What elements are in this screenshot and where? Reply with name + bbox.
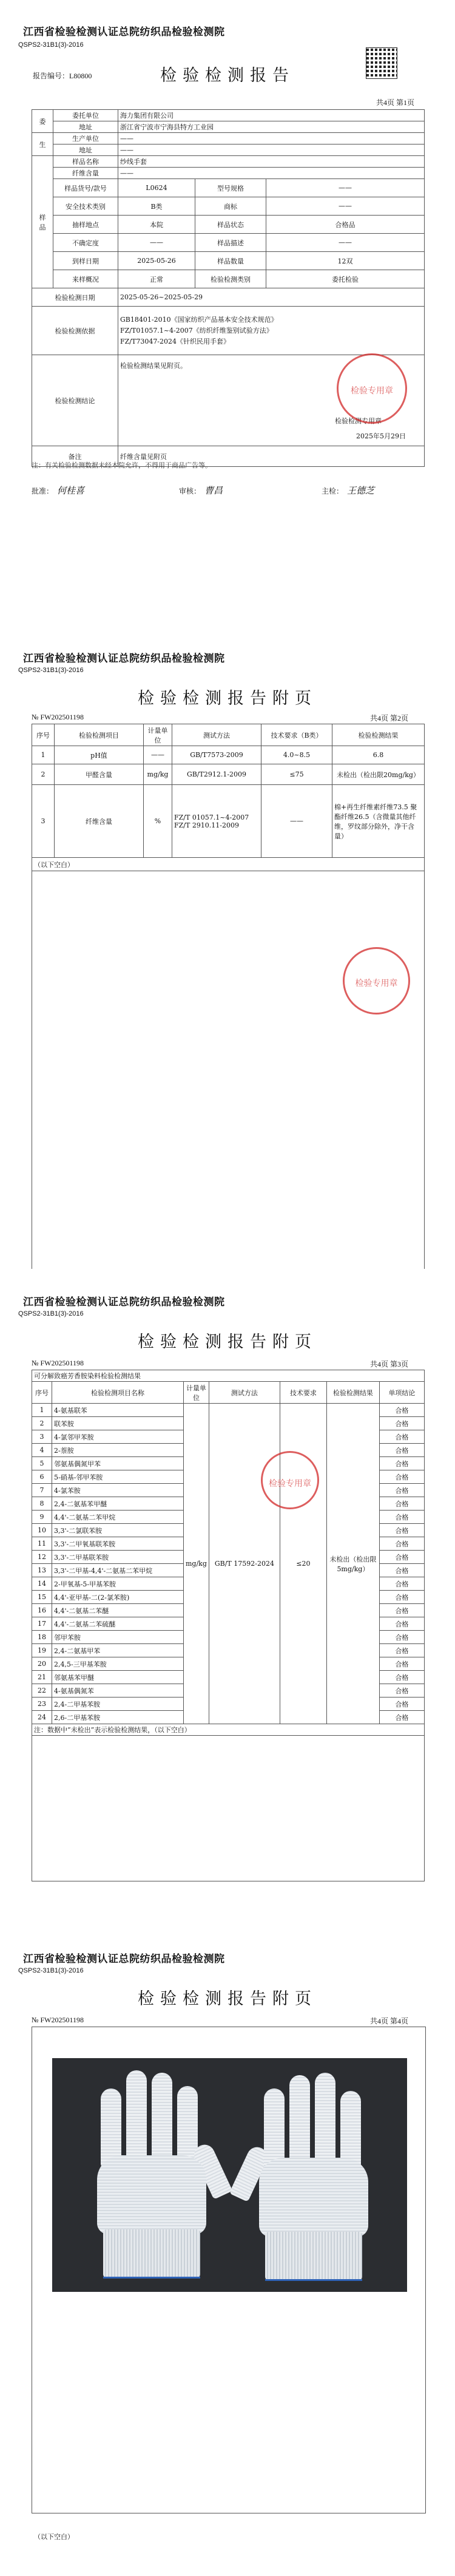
row-number: 3: [32, 1430, 52, 1444]
main-info-table: 委 委托单位 海力集团有限公司 地址 浙江省宁波市宁海县特方工业园 生 生产单位 —— 地址 —— 样 品 样品名称 纱线手套 纤维含量 —— 样品货号/款号 L0624 型号规格 —— 安全技术类别 B类 商标 —— 抽样地点 本院 样品状态 合格品 不确定度 —— 样品描述 —— 到样日期 2025-05-26 样品数量 12双 来样概况 正常 检验检测类别 委托检验 检验检测日期 2025-05-26~2025-05-29 检验检测依据 GB18401-2010《国家纺织产品基本安全技术规范》 FZ/T01057.1~4-2007《纺织纤维鉴别试验方法》 FZ/T73047-2024《针织民用手套》 检验检测结论 检验检测结果见附页。 检验检测专用章 2025年5月29日 备注 纤维含量见附页: [32, 109, 425, 467]
verdict-cell: 合格: [379, 1404, 424, 1417]
verdict-cell: 合格: [379, 1698, 424, 1711]
row-number: 5: [32, 1457, 52, 1470]
substance-name: 5-硝基-邻甲苯胺: [52, 1470, 184, 1484]
form-code: QSPS2-31B1(3)-2016: [18, 1310, 84, 1317]
institute-name: 江西省检验检测认证总院纺织品检验检测院: [23, 1953, 225, 1965]
basis-line: FZ/T01057.1~4-2007《纺织纤维鉴别试验方法》: [120, 326, 273, 335]
report-number: № FW202501198: [32, 713, 84, 721]
table-row: 2 甲醛含量 mg/kg GB/T2912.1-2009 ≤75 未检出（检出限20mg/kg）: [32, 764, 425, 785]
institute-name: 江西省检验检测认证总院纺织品检验检测院: [23, 26, 225, 38]
row-number: 24: [32, 1711, 52, 1724]
unit-cell: mg/kg: [184, 1404, 209, 1724]
method-cell: GB/T 17592-2024: [209, 1404, 280, 1724]
report-page-2: [0, 625, 455, 1269]
inspection-stamp: 检验专用章: [337, 353, 407, 424]
substance-name: 2,4,5-三甲基苯胺: [52, 1657, 184, 1671]
verdict-cell: 合格: [379, 1430, 424, 1444]
inspection-stamp: 检验专用章: [261, 1451, 319, 1509]
verdict-cell: 合格: [379, 1564, 424, 1577]
table-row: [32, 1404, 425, 1417]
verdict-cell: 合格: [379, 1511, 424, 1524]
glove-right-icon: [237, 2073, 377, 2285]
verdict-cell: 合格: [379, 1604, 424, 1617]
verdict-cell: 合格: [379, 1457, 424, 1470]
substance-name: 4,4'-二氨基二苯甲烷: [52, 1511, 184, 1524]
row-number: 18: [32, 1631, 52, 1644]
substance-name: 邻甲苯胺: [52, 1631, 184, 1644]
sample-photo: [52, 2058, 407, 2292]
substance-name: 邻氨基偶氮甲苯: [52, 1457, 184, 1470]
substance-name: 3,3'-二氯联苯胺: [52, 1524, 184, 1537]
page-number: 共4页 第4页: [370, 2017, 409, 2025]
substance-name: 3,3'-二甲基联苯胺: [52, 1551, 184, 1564]
report-number: № FW202501198: [32, 2016, 84, 2024]
row-number: 23: [32, 1698, 52, 1711]
basis-line: FZ/T73047-2024《针织民用手套》: [120, 337, 231, 345]
table-footnote: 注：数据中“未检出”表示检验检测结果，（以下空白）: [32, 1724, 425, 1736]
end-marker: （以下空白）: [34, 2533, 74, 2541]
substance-name: 4,4'-二氨基二苯醚: [52, 1604, 184, 1617]
row-number: 1: [32, 1404, 52, 1417]
row-number: 12: [32, 1551, 52, 1564]
substance-name: 邻氨基苯甲醚: [52, 1671, 184, 1684]
row-number: 11: [32, 1537, 52, 1551]
row-number: 20: [32, 1657, 52, 1671]
report-number: 报告编号：L80800: [33, 72, 92, 80]
result-cell: 未检出（检出限5mg/kg）: [326, 1404, 379, 1724]
verdict-cell: 合格: [379, 1617, 424, 1631]
substance-name: 2,4-二氨基甲苯: [52, 1644, 184, 1657]
azo-results-table: 可分解致癌芳香胺染料检验检测结果 序号 检验检测项目名称 计量单位 测试方法 技术要求 检验检测结果 单项结论 1 4-氨基联苯 mg/kg GB/T 17592-2024 ≤20 未检出（检出限5mg/kg） 合格 2 联苯胺 合格 3 4-氯邻甲苯胺 合格 4 2-萘胺 合格 5 邻氨基偶氮甲苯 合格 6 5-硝基-邻甲苯胺 合格 7 4-氯苯胺 合格 8 2,4-二氨基苯甲醚 合格 9 4,4'-二氨基二苯甲烷 合格 10 3,3'-二氯联苯胺 合格 11 3,3'-二甲氧基联苯胺 合格 12 3,3'-二甲基联苯胺 合格 13 3,3'-二甲基-4,4'-二氨基二苯甲烷 合格 14 2-甲氧基-5-甲基苯胺 合格 15 4,4'-亚甲基-二(2-氯苯胺) 合格 16 4,4'-二氨基二苯醚 合格 17 4,4'-二氨基二苯硫醚 合格 18 邻甲苯胺 合格 19 2,4-二氨基甲苯 合格 20 2,4,5-三甲基苯胺 合格 21 邻氨基苯甲醚 合格 22 4-氨基偶氮苯 合格 23 2,4-二甲基苯胺 合格 24 2,6-二甲基苯胺 合格 注：数据中“未检出”表示检验检测结果，（以下空白）: [32, 1370, 425, 1881]
verdict-cell: 合格: [379, 1484, 424, 1497]
tester-signature: 主检： 王德芝: [322, 485, 375, 496]
verdict-cell: 合格: [379, 1644, 424, 1657]
substance-name: 2-甲氧基-5-甲基苯胺: [52, 1577, 184, 1591]
verdict-cell: 合格: [379, 1444, 424, 1457]
verdict-cell: 合格: [379, 1631, 424, 1644]
verdict-cell: 合格: [379, 1537, 424, 1551]
row-number: 17: [32, 1617, 52, 1631]
table-intro: 可分解致癌芳香胺染料检验检测结果: [32, 1370, 425, 1382]
verdict-cell: 合格: [379, 1711, 424, 1724]
sign-date: 2025年5月29日: [356, 432, 406, 440]
substance-name: 3,3'-二甲基-4,4'-二氨基二苯甲烷: [52, 1564, 184, 1577]
table-row: 3 纤维含量 % FZ/T 01057.1~4-2007 FZ/T 2910.11-2009 —— 棉+再生纤维素纤维73.5 聚酯纤维26.5（含微量其他纤维，罗纹部分除外，净干含量）: [32, 785, 425, 858]
end-marker: （以下空白）: [32, 858, 425, 871]
approve-signature: 批准： 何桂喜: [32, 485, 85, 496]
substance-name: 4-氨基偶氮苯: [52, 1684, 184, 1698]
requirement-cell: ≤20: [280, 1404, 326, 1724]
form-code: QSPS2-31B1(3)-2016: [18, 1967, 84, 1974]
results-table: 序号 检验检测项目 计量单位 测试方法 技术要求（B类） 检验检测结果 1 pH值 —— GB/T7573-2009 4.0~8.5 6.8 2 甲醛含量 mg/kg GB/T2912.1-2009 ≤75 未检出（检出限20mg/kg） 3 纤维含量 % FZ/T 01057.1~4-2007 FZ/T 2910.11-2009 —— 棉+再生纤维素纤维73.5 聚酯纤维26.5（含微量其他纤维，罗纹部分除外，净干含量） （以下空白）: [32, 724, 425, 1272]
page-number: 共4页 第2页: [370, 714, 409, 722]
report-title: 检验检测报告附页: [138, 689, 317, 708]
substance-name: 4-氨基联苯: [52, 1404, 184, 1417]
verdict-cell: 合格: [379, 1470, 424, 1484]
form-code: QSPS2-31B1(3)-2016: [18, 41, 84, 49]
report-number: № FW202501198: [32, 1359, 84, 1367]
page-number: 共4页 第1页: [376, 98, 415, 107]
row-number: 9: [32, 1511, 52, 1524]
substance-name: 2,4-二甲基苯胺: [52, 1698, 184, 1711]
report-page-1: [0, 0, 455, 625]
glove-left-icon: [89, 2070, 228, 2283]
row-number: 7: [32, 1484, 52, 1497]
page-number: 共4页 第3页: [370, 1360, 409, 1368]
row-number: 4: [32, 1444, 52, 1457]
inspection-stamp: 检验专用章: [343, 947, 410, 1014]
form-code: QSPS2-31B1(3)-2016: [18, 667, 84, 674]
verdict-cell: 合格: [379, 1577, 424, 1591]
verdict-cell: 合格: [379, 1417, 424, 1430]
row-number: 22: [32, 1684, 52, 1698]
substance-name: 3,3'-二甲氧基联苯胺: [52, 1537, 184, 1551]
substance-name: 4-氯苯胺: [52, 1484, 184, 1497]
verdict-cell: 合格: [379, 1591, 424, 1604]
verdict-cell: 合格: [379, 1497, 424, 1511]
seal-label: 检验检测专用章: [335, 417, 382, 425]
report-title: 检验检测报告附页: [138, 1990, 317, 2008]
basis-line: GB18401-2010《国家纺织产品基本安全技术规范》: [120, 315, 278, 324]
substance-name: 4,4'-亚甲基-二(2-氯苯胺): [52, 1591, 184, 1604]
row-number: 8: [32, 1497, 52, 1511]
row-number: 10: [32, 1524, 52, 1537]
row-number: 16: [32, 1604, 52, 1617]
verdict-cell: 合格: [379, 1684, 424, 1698]
substance-name: 2,4-二氨基苯甲醚: [52, 1497, 184, 1511]
row-number: 21: [32, 1671, 52, 1684]
row-number: 19: [32, 1644, 52, 1657]
row-number: 14: [32, 1577, 52, 1591]
report-title: 检验检测报告: [160, 66, 295, 85]
report-title: 检验检测报告附页: [138, 1333, 317, 1351]
row-number: 6: [32, 1470, 52, 1484]
institute-name: 江西省检验检测认证总院纺织品检验检测院: [23, 1296, 225, 1308]
row-number: 13: [32, 1564, 52, 1577]
table-row: 1 pH值 —— GB/T7573-2009 4.0~8.5 6.8: [32, 746, 425, 764]
report-page-3: [0, 1269, 455, 1925]
review-signature: 审核： 曹昌: [179, 485, 223, 496]
conclusion-text: 检验检测结果见附页。: [120, 362, 187, 370]
report-page-4: [0, 1925, 455, 2576]
verdict-cell: 合格: [379, 1657, 424, 1671]
notice-text: 注：有关检验检测数据未经本院允许，不得用于商品广告等。: [32, 461, 212, 469]
substance-name: 4,4'-二氨基二苯硫醚: [52, 1617, 184, 1631]
substance-name: 2-萘胺: [52, 1444, 184, 1457]
institute-name: 江西省检验检测认证总院纺织品检验检测院: [23, 653, 225, 665]
substance-name: 2,6-二甲基苯胺: [52, 1711, 184, 1724]
verdict-cell: 合格: [379, 1551, 424, 1564]
row-number: 15: [32, 1591, 52, 1604]
row-number: 2: [32, 1417, 52, 1430]
verdict-cell: 合格: [379, 1671, 424, 1684]
substance-name: 4-氯邻甲苯胺: [52, 1430, 184, 1444]
substance-name: 联苯胺: [52, 1417, 184, 1430]
verdict-cell: 合格: [379, 1524, 424, 1537]
